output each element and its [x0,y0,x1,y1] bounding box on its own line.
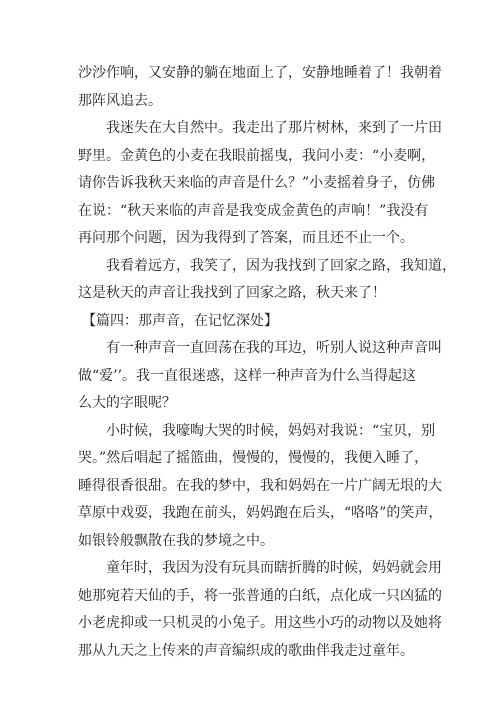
text-line: 她那宛若天仙的手，将一张普通的白纸，点化成一只凶猛的 [78,587,442,604]
paragraph-start-line: 童年时，我因为没有玩具而瞎折腾的时候，妈妈就会用 [106,560,442,576]
text-line: 做“爱’’。我一直很迷惑，这样一种声音为什么当得起这 [78,367,417,384]
text-line: 再问那个问题，因为我得到了答案，而且还不止一个。 [78,230,414,246]
text-line: 小老虎抑或一只机灵的小兔子。用这些小巧的动物以及她将 [78,615,442,631]
section-heading: 【篇四：那声音，在记忆深处】 [82,312,278,329]
text-line: 睡得很香很甜。在我的梦中，我和妈妈在一片广阔无垠的大 [78,477,442,494]
paragraph-start-line: 小时候，我嚎啕大哭的时候，妈妈对我说：“宝贝，别 [106,422,436,439]
text-line: 在说：“秋天来临的声音是我变成金黄色的声响！”我没有 [78,202,429,219]
text-line: 这是秋天的声音让我找到了回家之路，秋天来了！ [78,285,386,301]
text-line: 么大的字眼呢？ [78,395,176,411]
text-line: 那阵风追去。 [78,92,162,109]
essay-body [78,60,456,665]
paragraph-start-line: 我看着远方，我笑了，因为我找到了回家之路，我知道， [106,257,456,274]
text-line: 哭。”然后唱起了摇篮曲，慢慢的，慢慢的，我便入睡了， [78,450,429,466]
text-line: 野里。金黄色的小麦在我眼前摇曳，我问小麦：“小麦啊， [78,147,436,164]
paragraph-start-line: 有一种声音一直回荡在我的耳边，听别人说这种声音叫 [106,340,442,356]
text-line: 沙沙作响，又安静的躺在地面上了，安静地睡着了！我朝着 [78,65,442,81]
text-line: 那从九天之上传来的声音编织成的歌曲伴我走过童年。 [78,642,414,659]
text-line: 请你告诉我秋天来临的声音是什么？”小麦摇着身子，仿佛 [78,175,436,191]
text-line: 草原中戏耍，我跑在前头，妈妈跑在后头，“咯咯”的笑声， [78,505,443,521]
paragraph-start-line: 我迷失在大自然中。我走出了那片树林，来到了一片田 [106,120,442,136]
text-line: 如银铃般飘散在我的梦境之中。 [78,532,274,549]
